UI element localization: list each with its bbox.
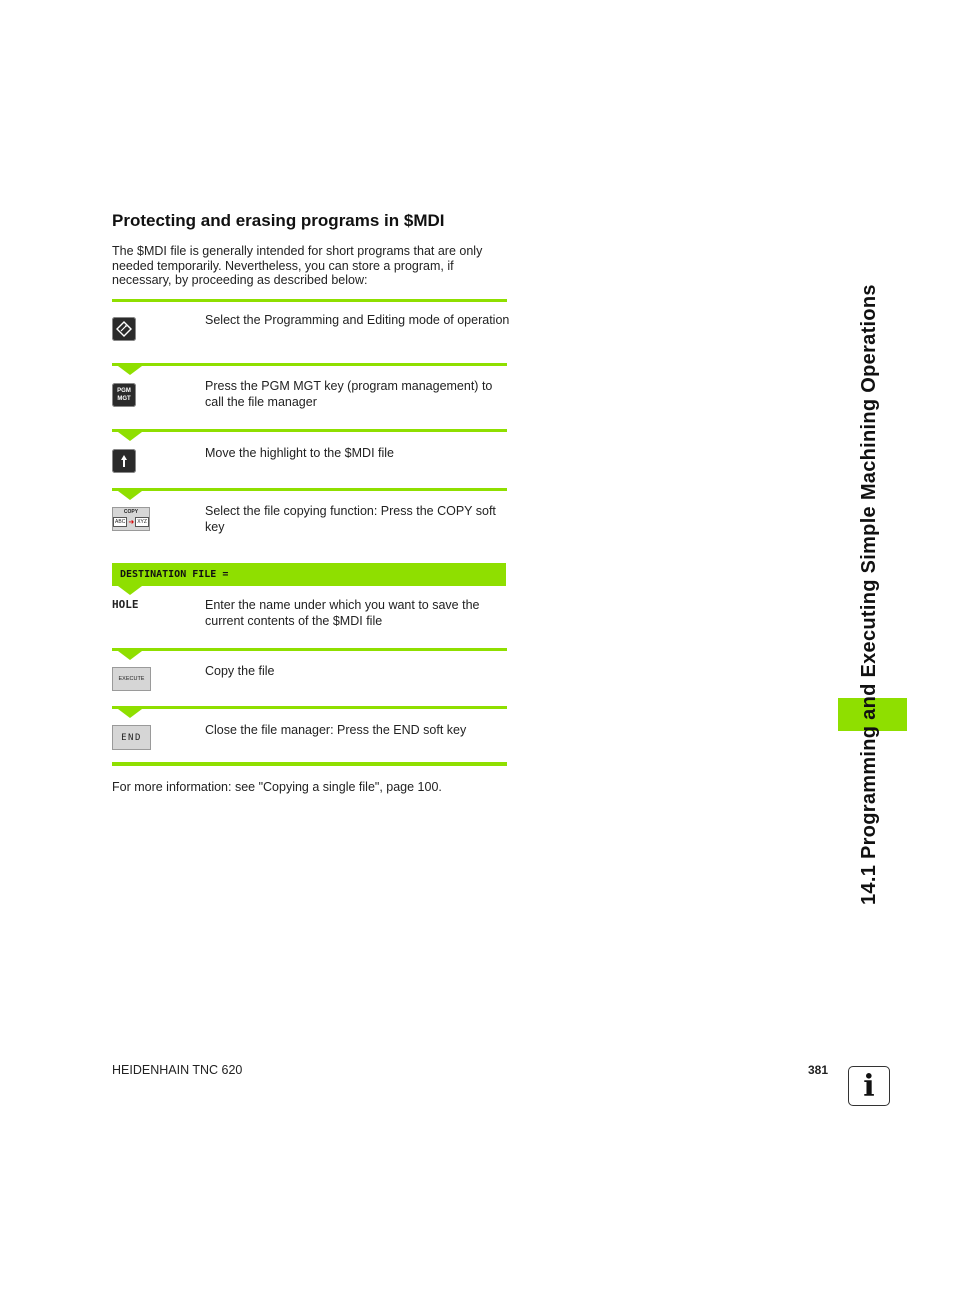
step-text: Press the PGM MGT key (program management) to call the file manager	[205, 379, 493, 409]
page-number: 381	[808, 1063, 829, 1077]
key-label: PGM	[117, 388, 131, 394]
section-title: Protecting and erasing programs in $MDI	[112, 211, 445, 230]
step-text: Select the Programming and Editing mode of operation	[205, 313, 510, 327]
arrow-up-key-icon	[112, 449, 136, 473]
divider-line	[112, 429, 507, 432]
copy-arrow-icon: ➜	[128, 519, 135, 526]
key-label: EXECUTE	[118, 676, 145, 682]
step-arrow	[118, 586, 142, 595]
key-label: MGT	[117, 396, 131, 402]
step-text: Copy the file	[205, 664, 275, 678]
divider-line	[112, 706, 507, 709]
copy-softkey-icon	[112, 507, 150, 531]
more-info-text: For more information: see "Copying a single file", page 100.	[112, 780, 442, 794]
step-text: Move the highlight to the $MDI file	[205, 446, 394, 460]
divider-line	[112, 762, 507, 766]
step-arrow	[118, 709, 142, 718]
programming-mode-key-icon	[112, 317, 136, 341]
step-text: Close the file manager: Press the END soft key	[205, 723, 467, 737]
end-softkey-icon	[112, 725, 151, 750]
divider-line	[112, 648, 507, 651]
execute-softkey-icon	[112, 667, 151, 691]
step-arrow	[118, 491, 142, 500]
step-text: Select the file copying function: Press the COPY soft key	[205, 504, 496, 534]
intro-paragraph: The $MDI file is generally intended for short programs that are only needed temporarily. Nevertheless, you can store a program, if necessary, by proceeding as described below:	[112, 244, 483, 287]
key-label: END	[121, 732, 142, 743]
divider-line	[112, 488, 507, 491]
chapter-title: 14.1 Programming and Executing Simple Machining Operations	[858, 284, 880, 905]
key-label: ABC	[115, 519, 126, 525]
pgm-mgt-key-icon	[112, 383, 136, 407]
step-arrow	[118, 432, 142, 441]
info-icon: i	[848, 1066, 890, 1106]
step-arrow	[118, 651, 142, 660]
key-label: COPY	[123, 509, 139, 515]
footer-product: HEIDENHAIN TNC 620	[112, 1063, 243, 1077]
divider-line	[112, 299, 507, 302]
file-name-input: HOLE	[112, 598, 139, 611]
key-label: XYZ	[137, 519, 147, 525]
divider-line	[112, 363, 507, 366]
step-arrow	[118, 366, 142, 375]
step-text: Enter the name under which you want to save the current contents of the $MDI file	[205, 598, 480, 628]
dialog-prompt: DESTINATION FILE =	[112, 563, 506, 586]
